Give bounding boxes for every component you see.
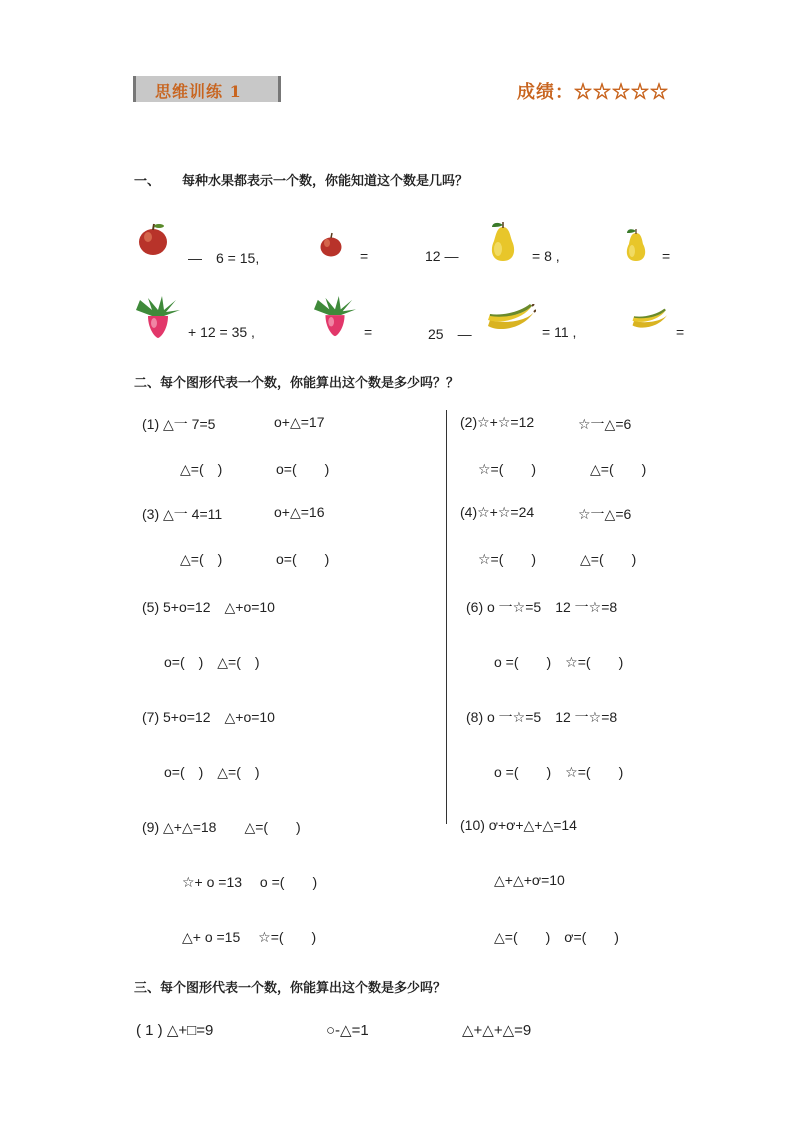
problem-1-answer-a: △=( )	[180, 461, 223, 477]
problem-6-answer: o =( ) ☆=( )	[494, 654, 624, 670]
row1-eq-c-pre: 12 —	[425, 248, 459, 264]
problem-3-answer-a: △=( )	[180, 551, 223, 567]
problem-4-answer-a: ☆=( )	[478, 551, 537, 567]
section3-eq-c: △+△+△=9	[462, 1022, 532, 1039]
section3-eq-a: ( 1 ) △+□=9	[136, 1022, 214, 1039]
section2-heading: 二、每个图形代表一个数，你能算出这个数是多少吗？？	[134, 376, 460, 391]
problem-7-eq: (7) 5+o=12 △+o=10	[142, 709, 275, 725]
radish-icon	[134, 296, 182, 340]
banana-icon	[631, 308, 669, 332]
problem-9-eq-a: (9) △+△=18 △=( )	[142, 819, 301, 835]
row1-eq-c-post: = 8 ,	[532, 248, 560, 264]
section1-heading	[134, 170, 468, 189]
radish-icon	[312, 296, 358, 338]
row1-eq-b: =	[360, 248, 369, 264]
problem-6-eq: (6) o 一☆=5 12 一☆=8	[466, 599, 618, 615]
apple-icon	[137, 222, 169, 256]
problem-1-eq-b: o+△=17	[274, 414, 325, 430]
problem-10-eq-a: (10) ơ+ơ+△+△=14	[460, 817, 577, 833]
problem-10-answer: △=( ) ơ=( )	[494, 929, 619, 945]
section1-text: 每种水果都表示一个数，你能知道这个数是几吗？	[182, 174, 469, 189]
problem-9-eq-b: ☆+ o =13 o =( )	[182, 874, 318, 890]
problem-5-answer: o=( ) △=( )	[164, 654, 260, 670]
banana-icon	[486, 304, 536, 334]
problem-1-answer-b: o=( )	[276, 461, 330, 477]
score-stars: ☆☆☆☆☆	[574, 82, 669, 103]
row2-eq-a: + 12 = 35 ,	[188, 324, 255, 340]
section3-eq-b: ○-△=1	[326, 1022, 369, 1039]
problem-2-answer-a: ☆=( )	[478, 461, 537, 477]
problem-7-answer: o=( ) △=( )	[164, 764, 260, 780]
problem-10-eq-b: △+△+ơ=10	[494, 872, 565, 888]
row2-eq-d: =	[676, 324, 685, 340]
problem-4-answer-b: △=( )	[580, 551, 637, 567]
problem-3-eq-b: o+△=16	[274, 504, 325, 520]
problem-4-eq-a: (4)☆+☆=24	[460, 504, 535, 520]
problem-2-answer-b: △=( )	[590, 461, 647, 477]
problem-3-eq-a: (3) △一 4=11	[142, 506, 223, 522]
problem-3-answer-b: o=( )	[276, 551, 330, 567]
section3-heading: 三、每个图形代表一个数，你能算出这个数是多少吗？	[134, 981, 447, 996]
worksheet-title: 思维训练 1	[155, 82, 242, 101]
section1-number: 一、	[134, 174, 161, 189]
problem-2-eq-a: (2)☆+☆=12	[460, 414, 535, 430]
column-divider	[446, 410, 447, 824]
row2-eq-c-post: = 11 ,	[542, 324, 577, 340]
problem-8-answer: o =( ) ☆=( )	[494, 764, 624, 780]
score-line	[517, 78, 669, 104]
pear-icon	[622, 228, 650, 264]
row2-eq-b: =	[364, 324, 373, 340]
problem-4-eq-b: ☆一△=6	[578, 506, 632, 522]
row1-eq-a: — 6 = 15,	[188, 250, 260, 266]
row2-eq-c-pre: 25 —	[428, 326, 472, 342]
row1-eq-d: =	[662, 248, 671, 264]
problem-2-eq-b: ☆一△=6	[578, 416, 632, 432]
pear-icon	[486, 221, 520, 265]
problem-9-eq-c: △+ o =15 ☆=( )	[182, 929, 317, 945]
score-label: 成绩：	[517, 82, 574, 103]
problem-1-eq-a: (1) △一 7=5	[142, 416, 216, 432]
apple-icon	[319, 232, 343, 257]
problem-5-eq: (5) 5+o=12 △+o=10	[142, 599, 275, 615]
problem-8-eq: (8) o 一☆=5 12 一☆=8	[466, 709, 618, 725]
